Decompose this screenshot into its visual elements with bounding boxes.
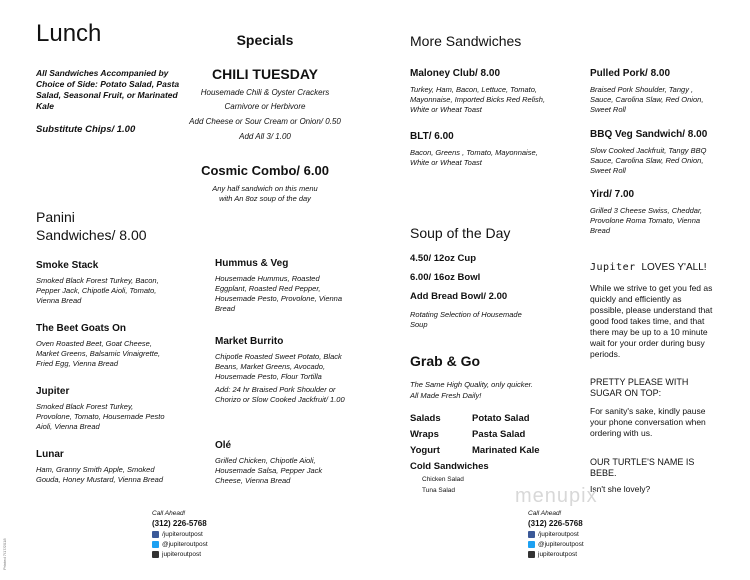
call-ahead: Call Ahead! bbox=[152, 510, 186, 517]
phone-note: For sanity's sake, kindly pause your phone conversation when ordering with us. bbox=[590, 406, 706, 438]
cold-sandwiches-title: Cold Sandwiches bbox=[410, 460, 489, 472]
chili-desc-3: Add Cheese or Sour Cream or Onion/ 0.50 bbox=[189, 117, 341, 126]
more-left-list bbox=[410, 68, 550, 168]
soup-title: Soup of the Day bbox=[410, 225, 511, 241]
cosmic-combo-desc: Any half sandwich on this menu with An 8oz soup of the day bbox=[212, 184, 318, 203]
twitter-row: @jupiteroutpost bbox=[528, 539, 628, 549]
facebook-row: /jupiteroutpost bbox=[152, 529, 252, 539]
panini-left-list bbox=[36, 260, 171, 485]
chili-desc-1: Housemade Chili & Oyster Crackers bbox=[200, 88, 330, 97]
phone-number: (312) 226-5768 bbox=[528, 519, 583, 528]
instagram-icon bbox=[152, 551, 159, 558]
grab-desc-1: The Same High Quality, only quicker. bbox=[410, 380, 533, 389]
menu-item: Yird/ 7.00 Grilled 3 Cheese Swiss, Cheddar, Provolone Roma Tomato, Vienna Bread bbox=[590, 189, 703, 235]
instagram-row: jupiteroutpost bbox=[152, 549, 252, 559]
side-tag: Printed 7/17/2018 bbox=[2, 538, 7, 570]
menu-item: Maloney Club/ 8.00 Turkey, Ham, Bacon, Lettuce, Tomato, Mayonnaise, Imported Bicks Red Relish, White or Wheat Toast bbox=[410, 68, 546, 114]
menu-item: BBQ Veg Sandwich/ 8.00 Slow Cooked Jackfruit, Tangy BBQ Sauce, Carolina Slaw, Red Onion, Sweet Roll bbox=[590, 129, 708, 175]
grab-go-title: Grab & Go bbox=[410, 353, 481, 369]
chili-tuesday-title: CHILI TUESDAY bbox=[211, 66, 319, 82]
more-right-list bbox=[590, 68, 715, 236]
lunch-title: Lunch bbox=[36, 20, 102, 47]
soup-desc: Rotating Selection of Housemade Soup bbox=[410, 310, 522, 329]
soup-bread-bowl: Add Bread Bowl/ 2.00 bbox=[410, 291, 508, 302]
turtle-name: OUR TURTLE'S NAME IS BEBE. bbox=[590, 457, 695, 478]
cosmic-combo-title: Cosmic Combo/ 6.00 bbox=[201, 163, 329, 178]
grab-desc-2: All Made Fresh Daily! bbox=[410, 391, 482, 400]
panini-right-list bbox=[215, 258, 350, 486]
chili-desc-4: Add All 3/ 1.00 bbox=[239, 132, 291, 141]
contact-block-right bbox=[528, 510, 628, 559]
menu-item: Hummus & Veg Housemade Hummus, Roasted Eggplant, Roasted Red Pepper, Housemade Pesto, Provolone, Vienna Bread bbox=[215, 258, 343, 313]
twitter-icon bbox=[152, 541, 159, 548]
jupiter-logo: Jupiter bbox=[590, 262, 636, 273]
menu-item: Jupiter Smoked Black Forest Turkey, Provolone, Tomato, Housemade Pesto Aioli, Vienna Bread bbox=[36, 386, 165, 431]
more-sandwiches-title: More Sandwiches bbox=[410, 33, 522, 49]
menu-item: The Beet Goats On Oven Roasted Beet, Goat Cheese, Market Greens, Balsamic Vinaigrette, Fried Egg, Vienna Bread bbox=[36, 323, 161, 368]
menu-item: Pulled Pork/ 8.00 Braised Pork Shoulder, Tangy , Sauce, Carolina Slaw, Red Onion, Sweet Roll bbox=[590, 68, 704, 114]
jupiter-wait-note: While we strive to get you fed as quickly and efficiently as possible, please understand that good food takes time, and that there may be up to a 10 minute wait for your order during busy periods. bbox=[590, 283, 713, 359]
instagram-row: jupiteroutpost bbox=[528, 549, 628, 559]
chili-desc-2: Carnivore or Herbivore bbox=[224, 102, 306, 111]
sides-note: All Sandwiches Accompanied by Choice of Side: Potato Salad, Pasta Salad, Seasonal Fruit, or Marinated Kale bbox=[36, 68, 180, 111]
twitter-row: @jupiteroutpost bbox=[152, 539, 252, 549]
menu-item: BLT/ 6.00 Bacon, Greens , Tomato, Mayonnaise, White or Wheat Toast bbox=[410, 131, 538, 167]
menu-item: Smoke Stack Smoked Black Forest Turkey, Bacon, Pepper Jack, Chipotle Aioli, Tomato, Vienna Bread bbox=[36, 260, 159, 305]
grab-row: Yogurt Marinated Kale bbox=[410, 444, 540, 456]
contact-block-left bbox=[152, 510, 252, 559]
facebook-icon bbox=[152, 531, 159, 538]
twitter-icon bbox=[528, 541, 535, 548]
substitute-chips: Substitute Chips/ 1.00 bbox=[36, 124, 136, 135]
grab-grid bbox=[410, 410, 570, 496]
menu-item: Lunar Ham, Granny Smith Apple, Smoked Gouda, Honey Mustard, Vienna Bread bbox=[36, 449, 164, 484]
menu-item: Market Burrito Chipotle Roasted Sweet Potato, Black Beans, Market Greens, Avocado, Housemade Pesto, Flour Tortilla Add: 24 hr Braised Pork Shoulder or Chorizo or Slow Cooked Jackfruit/ 1.00 bbox=[215, 336, 345, 404]
cold-sandwich-list: Chicken Salad Tuna Salad bbox=[422, 476, 464, 494]
instagram-icon bbox=[528, 551, 535, 558]
facebook-icon bbox=[528, 531, 535, 538]
watermark: menupix bbox=[515, 485, 598, 507]
pretty-please: PRETTY PLEASE WITH SUGAR ON TOP: bbox=[590, 377, 689, 398]
call-ahead: Call Ahead! bbox=[528, 510, 562, 517]
soup-cup: 4.50/ 12oz Cup bbox=[410, 253, 476, 264]
soup-bowl: 6.00/ 16oz Bowl bbox=[410, 272, 481, 283]
panini-title: Panini Sandwiches/ 8.00 bbox=[36, 209, 147, 243]
grab-row: Salads Potato Salad bbox=[410, 412, 530, 424]
jupiter-loves-heading: Jupiter LOVES Y'ALL! bbox=[590, 262, 707, 273]
specials-title: Specials bbox=[236, 32, 294, 48]
menu-item: Olé Grilled Chicken, Chipotle Aioli, Housemade Salsa, Pepper Jack Cheese, Vienna Bread bbox=[215, 440, 323, 485]
phone-number: (312) 226-5768 bbox=[152, 519, 207, 528]
grab-row: Wraps Pasta Salad bbox=[410, 428, 526, 440]
facebook-row: /jupiteroutpost bbox=[528, 529, 628, 539]
turtle-lovely: Isn't she lovely? bbox=[590, 484, 651, 494]
